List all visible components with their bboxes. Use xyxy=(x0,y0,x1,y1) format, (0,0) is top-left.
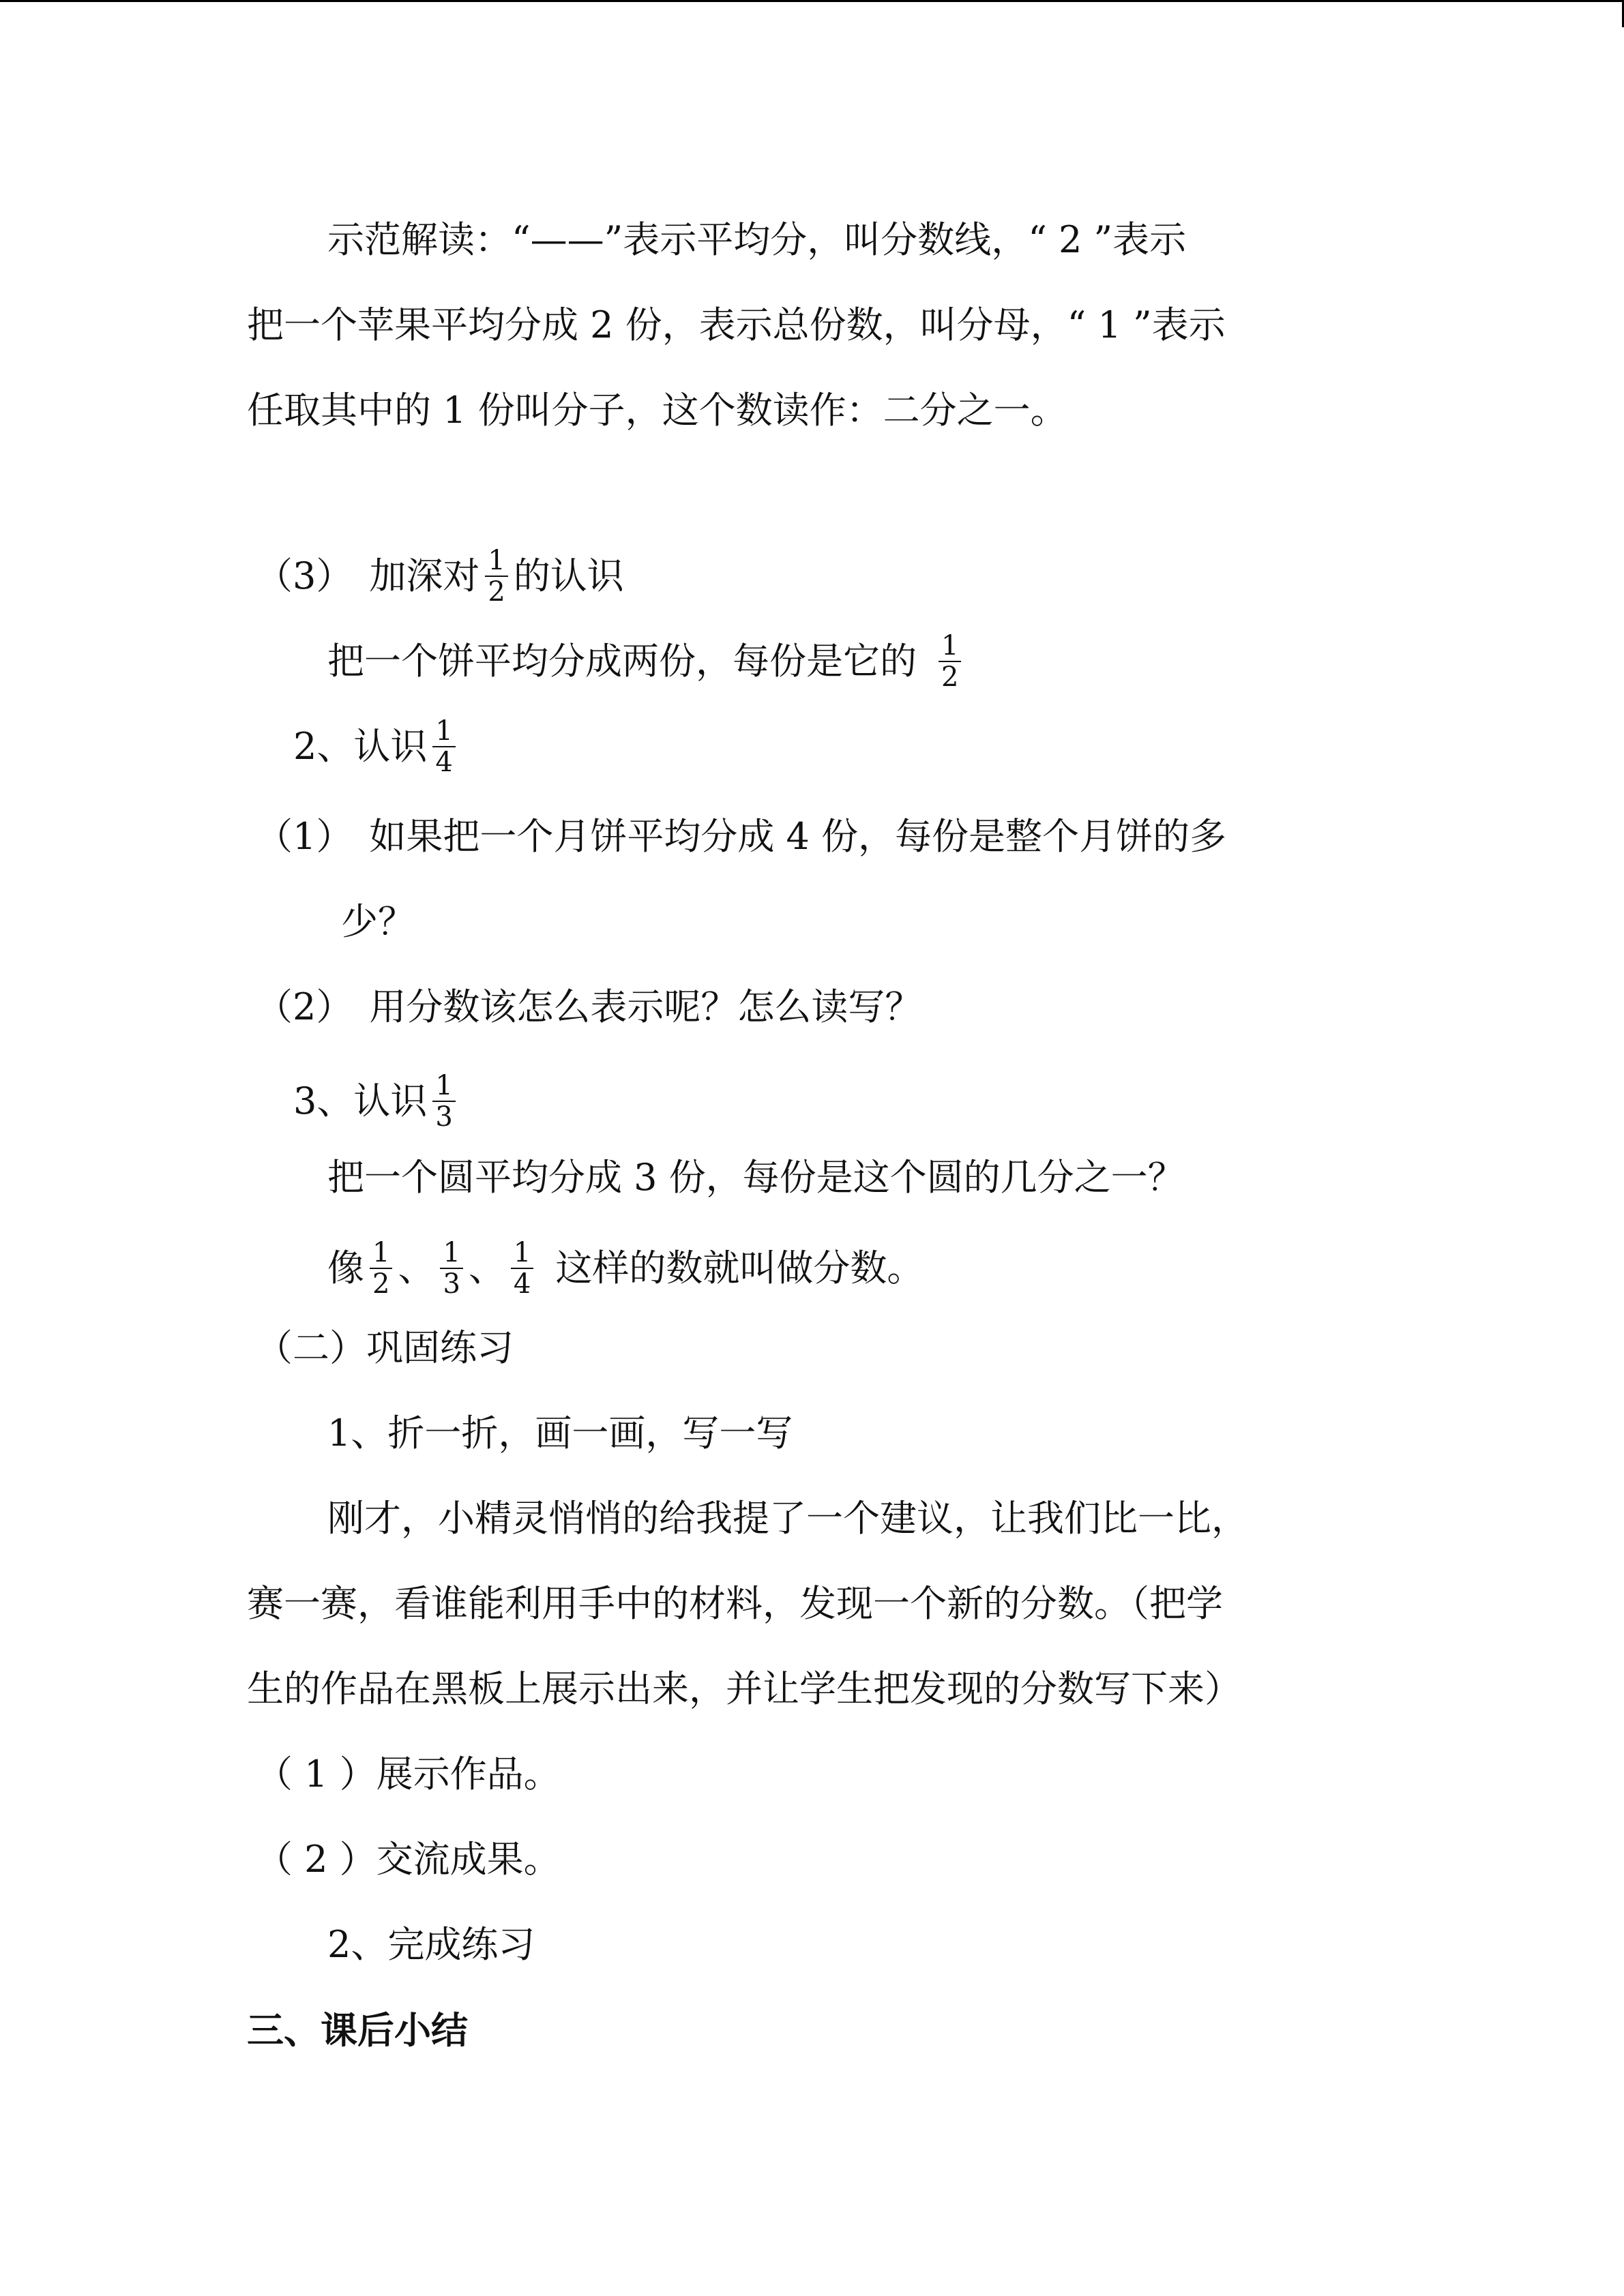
fraction-one-half xyxy=(939,631,961,692)
text: 如果把一个月饼平均分成 4 份，每份是整个月饼的多 xyxy=(369,815,1227,858)
denominator: 3 xyxy=(435,1101,453,1133)
text: 1、折一折，画一画，写一写 xyxy=(327,1412,793,1455)
text: （二）巩固练习 xyxy=(256,1326,514,1369)
item-number: （1） xyxy=(256,815,353,858)
item-1-mooncake xyxy=(256,815,1226,859)
numerator: 1 xyxy=(440,1238,462,1269)
numerator: 1 xyxy=(511,1238,533,1269)
step-share-results xyxy=(256,1838,561,1881)
text: 刚才，小精灵悄悄的给我提了一个建议，让我们比一比， xyxy=(327,1497,1248,1540)
fraction-one-quarter xyxy=(432,716,455,777)
text: 三、课后小结 xyxy=(247,2008,468,2052)
numerator: 1 xyxy=(432,716,455,747)
paragraph-suggestion-1 xyxy=(327,1497,1248,1540)
denominator: 2 xyxy=(372,1268,390,1300)
denominator: 3 xyxy=(443,1268,460,1300)
fraction-one-third xyxy=(432,1071,455,1132)
text: 用分数该怎么表示呢？怎么读写？ xyxy=(369,985,922,1028)
text: 把一个圆平均分成 3 份，每份是这个圆的几分之一？ xyxy=(327,1156,1185,1199)
item-number: （2） xyxy=(256,985,353,1028)
paragraph-line-2 xyxy=(247,303,1226,347)
text: 把一个饼平均分成两份，每份是它的 xyxy=(327,640,917,683)
numerator: 1 xyxy=(939,631,961,662)
fraction-one-half xyxy=(370,1238,392,1299)
denominator: 4 xyxy=(435,747,453,778)
paragraph-line-1 xyxy=(327,218,1186,262)
text: （ 1 ）展示作品。 xyxy=(256,1753,561,1795)
heading-know-quarter xyxy=(293,716,461,777)
heading-know-third xyxy=(293,1071,461,1132)
exercise-1 xyxy=(327,1412,793,1455)
text: 任取其中的 1 份叫分子，这个数读作：二分之一。 xyxy=(247,389,1067,432)
text: 赛一赛，看谁能利用手中的材料，发现一个新的分数。（把学 xyxy=(247,1582,1223,1625)
text: 示范解读：“——”表示平均分，叫分数线，“ 2 ”表示 xyxy=(327,218,1187,261)
paragraph-suggestion-2 xyxy=(247,1582,1223,1626)
text: 3、认识 xyxy=(293,1079,428,1122)
exercise-2 xyxy=(327,1923,535,1967)
item-3-deepen xyxy=(256,546,624,607)
text: 少？ xyxy=(341,900,415,943)
item-1-continuation xyxy=(341,900,415,944)
text: 加深对 xyxy=(369,554,480,597)
step-show-work xyxy=(256,1753,561,1796)
paragraph-line-3 xyxy=(247,389,1067,432)
separator: 、 xyxy=(398,1247,435,1289)
item-number: （3） xyxy=(256,554,353,597)
text: 2、完成练习 xyxy=(327,1923,535,1966)
circle-line xyxy=(327,1156,1185,1199)
numerator: 1 xyxy=(432,1071,455,1102)
definition-line xyxy=(327,1238,924,1299)
page-top-border xyxy=(0,0,1624,2)
section-consolidation xyxy=(256,1326,514,1370)
text: 这样的数就叫做分数。 xyxy=(555,1247,924,1289)
fraction-one-third xyxy=(440,1238,462,1299)
text: 像 xyxy=(327,1247,364,1289)
numerator: 1 xyxy=(370,1238,392,1269)
text: 2、认识 xyxy=(293,725,428,768)
denominator: 2 xyxy=(488,576,505,608)
paragraph-suggestion-3 xyxy=(247,1667,1241,1711)
fraction-one-quarter xyxy=(511,1238,533,1299)
text: 把一个苹果平均分成 2 份，表示总份数，叫分母，“ 1 ”表示 xyxy=(247,303,1226,346)
pie-line xyxy=(327,631,966,692)
denominator: 4 xyxy=(513,1268,531,1300)
text: 的认识 xyxy=(513,554,624,597)
text: （ 2 ）交流成果。 xyxy=(256,1838,561,1881)
separator: 、 xyxy=(468,1247,505,1289)
text: 生的作品在黑板上展示出来，并让学生把发现的分数写下来） xyxy=(247,1667,1241,1710)
fraction-one-half xyxy=(485,546,507,607)
item-2-represent xyxy=(256,985,921,1029)
numerator: 1 xyxy=(485,546,507,577)
denominator: 2 xyxy=(941,661,959,693)
section-summary-heading xyxy=(247,2008,468,2052)
